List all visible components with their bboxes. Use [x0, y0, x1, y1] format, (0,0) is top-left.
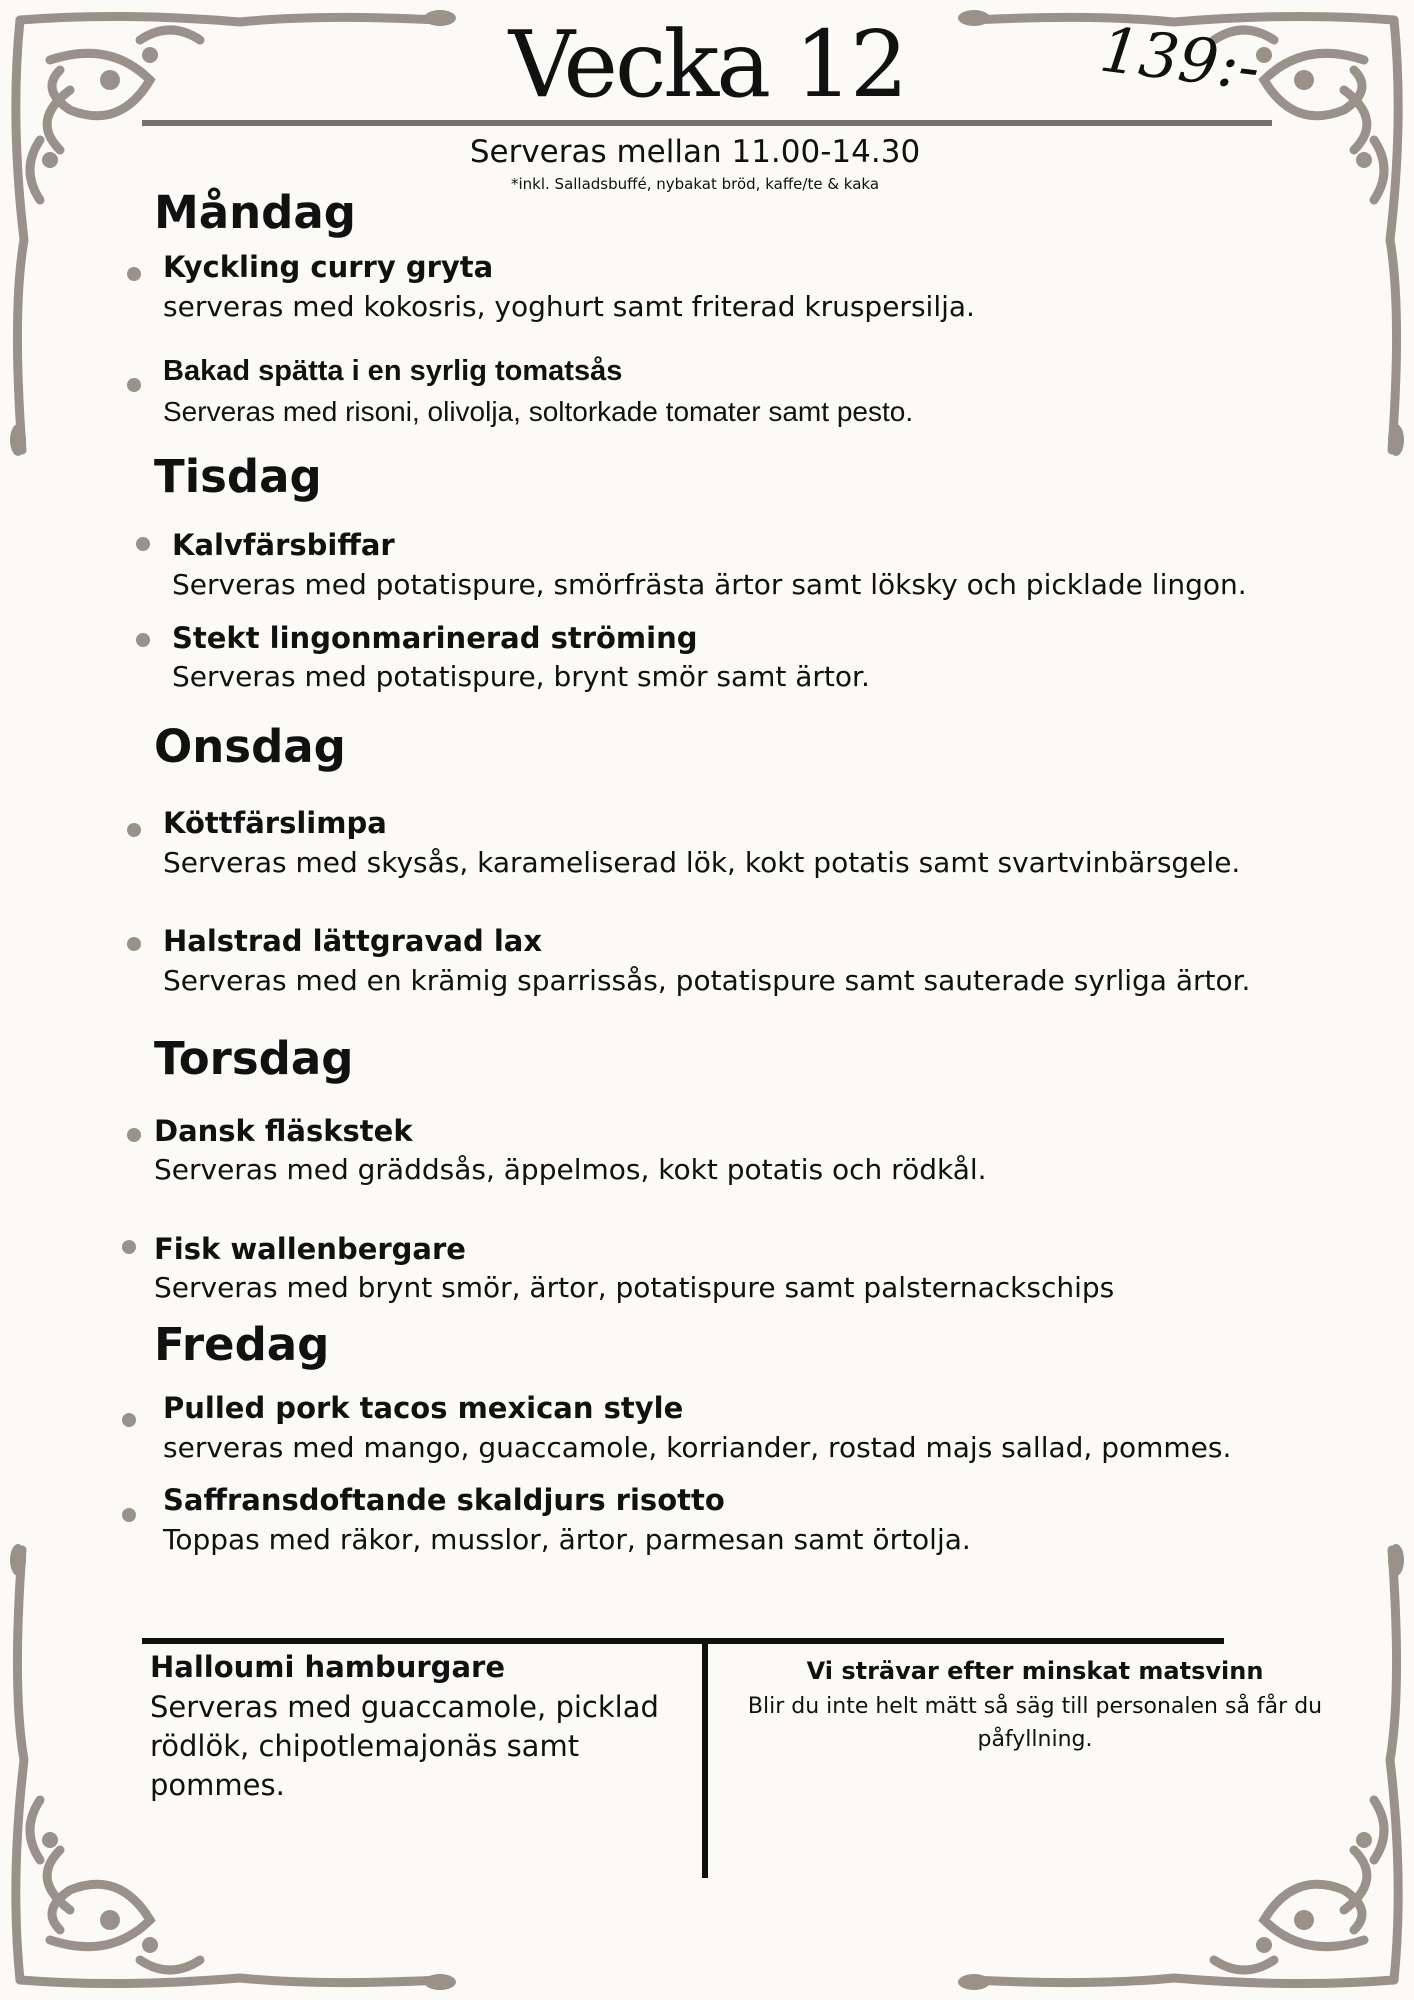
- menu-item-desc: serveras med kokosris, yoghurt samt friterad kruspersilja.: [163, 290, 975, 323]
- menu-item-name: Kalvfärsbiffar: [172, 528, 395, 562]
- day-heading-onsdag: Onsdag: [154, 720, 346, 773]
- menu-item-desc: Serveras med en krämig sparrissås, potatispure samt sauterade syrliga ärtor.: [163, 964, 1251, 997]
- food-waste-title: Vi strävar efter minskat matsvinn: [806, 1657, 1264, 1685]
- menu-item-name: Stekt lingonmarinerad ströming: [172, 621, 698, 655]
- day-heading-torsdag: Torsdag: [154, 1032, 354, 1085]
- menu-item-name: Bakad spätta i en syrlig tomatsås: [163, 355, 623, 387]
- bullet-icon: [127, 267, 141, 281]
- bullet-icon: [136, 633, 150, 647]
- menu-item-name: Köttfärslimpa: [163, 806, 387, 840]
- price-label: 139:-: [1096, 12, 1265, 105]
- bullet-icon: [136, 537, 150, 551]
- day-heading-tisdag: Tisdag: [154, 450, 322, 503]
- menu-item-desc: Serveras med potatispure, brynt smör samt ärtor.: [172, 660, 870, 693]
- vegetarian-item-desc: Serveras med guaccamole, picklad rödlök, chipotlemajonäs samt pommes.: [150, 1690, 659, 1802]
- vegetarian-item-name: Halloumi hamburgare: [150, 1650, 505, 1684]
- bullet-icon: [127, 937, 141, 951]
- corner-ornament-bottom-right: [954, 1530, 1414, 2000]
- day-heading-fredag: Fredag: [154, 1318, 330, 1371]
- menu-item-name: Halstrad lättgravad lax: [163, 924, 543, 958]
- menu-item-desc: Serveras med brynt smör, ärtor, potatispure samt palsternackschips: [154, 1271, 1115, 1304]
- bottom-divider-horizontal: [142, 1638, 1224, 1644]
- menu-item-name: Saffransdoftande skaldjurs risotto: [163, 1483, 725, 1517]
- serving-time: Serveras mellan 11.00-14.30: [469, 134, 921, 170]
- bullet-icon: [127, 823, 141, 837]
- menu-item-desc: Serveras med skysås, karameliserad lök, kokt potatis samt svartvinbärsgele.: [163, 846, 1241, 879]
- bottom-divider-vertical: [702, 1643, 708, 1878]
- bullet-icon: [122, 1240, 136, 1254]
- menu-item-desc: Serveras med risoni, olivolja, soltorkade tomater samt pesto.: [163, 396, 914, 427]
- bullet-icon: [122, 1413, 136, 1427]
- day-heading-mandag: Måndag: [154, 186, 356, 239]
- menu-item-name: Dansk fläskstek: [154, 1114, 413, 1148]
- menu-item-desc: Serveras med potatispure, smörfrästa ärtor samt löksky och picklade lingon.: [172, 568, 1247, 601]
- food-waste-text: Blir du inte helt mätt så säg till personalen så får du påfyllning.: [747, 1694, 1323, 1752]
- bullet-icon: [127, 1128, 141, 1142]
- bullet-icon: [122, 1508, 136, 1522]
- header-divider: [142, 120, 1272, 126]
- bullet-icon: [127, 378, 141, 392]
- menu-item-desc: Toppas med räkor, musslor, ärtor, parmesan samt örtolja.: [163, 1523, 971, 1556]
- menu-item-name: Fisk wallenbergare: [154, 1232, 466, 1266]
- menu-item-desc: Serveras med gräddsås, äppelmos, kokt potatis och rödkål.: [154, 1153, 987, 1186]
- page-title: Vecka 12: [508, 11, 906, 118]
- serving-note: *inkl. Salladsbuffé, nybakat bröd, kaffe/te & kaka: [510, 175, 880, 193]
- menu-item-desc: serveras med mango, guaccamole, korriander, rostad majs sallad, pommes.: [163, 1431, 1232, 1464]
- menu-item-name: Pulled pork tacos mexican style: [163, 1391, 684, 1425]
- menu-item-name: Kyckling curry gryta: [163, 250, 494, 284]
